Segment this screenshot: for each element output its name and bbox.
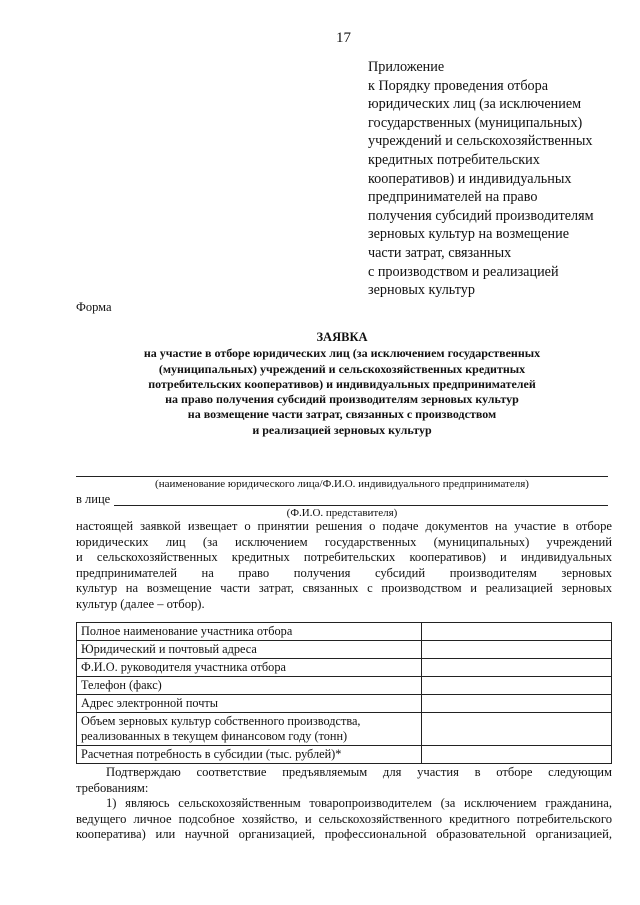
title-main: ЗАЯВКА bbox=[316, 330, 368, 344]
requirements-section bbox=[76, 765, 612, 843]
confirm-line: требованиям: bbox=[76, 780, 149, 795]
representative-name-field[interactable] bbox=[114, 505, 608, 506]
notice-line: предпринимателей на право получения субсидий производителям зерновых bbox=[76, 565, 612, 580]
table-label-cell: Адрес электронной почты bbox=[77, 695, 422, 713]
applicant-name-field[interactable] bbox=[76, 476, 608, 477]
appendix-line: с производством и реализацией bbox=[368, 263, 559, 280]
title-line: и реализацией зерновых культур bbox=[252, 422, 432, 437]
table-value-cell[interactable] bbox=[422, 746, 612, 764]
notice-line: настоящей заявкой извещает о принятии решения о подаче документов на участие в отборе bbox=[76, 519, 612, 533]
appendix-line: учреждений и сельскохозяйственных bbox=[368, 133, 593, 150]
requirement-line: ведущего личное подсобное хозяйство, и сельскохозяйственного кредитного потребительского bbox=[76, 811, 612, 826]
title-line: на участие в отборе юридических лиц (за исключением государственных bbox=[143, 346, 541, 361]
table-label-line: реализованных в текущем финансовом году (тонн) bbox=[81, 729, 348, 743]
table-label-cell: Полное наименование участника отбора bbox=[77, 623, 422, 641]
table-label-cell: Телефон (факс) bbox=[77, 677, 422, 695]
appendix-line: получения субсидий производителям bbox=[368, 207, 594, 224]
table-label-cell: Расчетная потребность в субсидии (тыс. рублей)* bbox=[77, 746, 422, 764]
page-number: 17 bbox=[336, 30, 351, 46]
table-label-cell: Ф.И.О. руководителя участника отбора bbox=[77, 659, 422, 677]
table-value-cell[interactable] bbox=[422, 623, 612, 641]
participant-info-table bbox=[76, 622, 612, 764]
table-value-cell[interactable] bbox=[422, 713, 612, 746]
requirement-line: кооператива) или научной организацией, профессиональной образовательной организацией, bbox=[76, 827, 612, 841]
requirement-line: 1) являюсь сельскохозяйственным товаропроизводителем (за исключением гражданина, bbox=[106, 796, 612, 810]
appendix-line: к Порядку проведения отбора bbox=[368, 77, 549, 94]
table-value-cell[interactable] bbox=[422, 695, 612, 713]
appendix-header bbox=[368, 58, 630, 300]
appendix-line: Приложение bbox=[368, 59, 445, 75]
title-line: (муниципальных) учреждений и сельскохозяйственных кредитных bbox=[158, 361, 526, 376]
appendix-line: кооперативов) и индивидуальных bbox=[368, 170, 572, 187]
form-label: Форма bbox=[76, 300, 112, 314]
representative-label: в лице bbox=[76, 492, 111, 506]
table-row bbox=[77, 677, 612, 695]
appendix-line: зерновых культур на возмещение bbox=[368, 226, 569, 243]
table-row bbox=[77, 641, 612, 659]
table-row bbox=[77, 746, 612, 764]
title-line: потребительских кооперативов) и индивидуальных предпринимателей bbox=[148, 376, 536, 391]
title-line: на возмещение части затрат, связанных с производством bbox=[187, 407, 497, 422]
notice-line: и сельскохозяйственных кредитных потребительских кооперативов) и индивидуальных bbox=[76, 550, 612, 565]
table-label-cell: Юридический и почтовый адреса bbox=[77, 641, 422, 659]
table-row bbox=[77, 623, 612, 641]
appendix-line: предпринимателей на право bbox=[368, 189, 538, 206]
applicant-name-hint: (наименование юридического лица/Ф.И.О. индивидуального предпринимателя) bbox=[155, 478, 529, 490]
table-value-cell[interactable] bbox=[422, 659, 612, 677]
appendix-line: юридических лиц (за исключением bbox=[368, 96, 582, 113]
notice-paragraph bbox=[76, 519, 612, 613]
title-line: на право получения субсидий производителям зерновых культур bbox=[165, 392, 519, 407]
notice-line: культур на возмещение части затрат, связанных с производством и реализацией зерновых bbox=[76, 581, 612, 596]
appendix-line: зерновых культур bbox=[368, 282, 475, 299]
document-title bbox=[70, 330, 614, 438]
appendix-line: государственных (муниципальных) bbox=[368, 114, 583, 131]
table-row bbox=[77, 695, 612, 713]
notice-line: культур (далее – отбор). bbox=[76, 596, 205, 611]
representative-row bbox=[76, 492, 608, 507]
appendix-line: кредитных потребительских bbox=[368, 151, 540, 168]
confirm-line: Подтверждаю соответствие предъявляемым для участия в отборе следующим bbox=[106, 765, 612, 779]
table-value-cell[interactable] bbox=[422, 641, 612, 659]
table-label-cell bbox=[77, 713, 422, 746]
representative-hint: (Ф.И.О. представителя) bbox=[286, 507, 398, 519]
notice-line: юридических лиц (за исключением государственных (муниципальных) учреждений bbox=[76, 534, 612, 549]
appendix-line: части затрат, связанных bbox=[368, 244, 512, 261]
table-label-line: Объем зерновых культур собственного производства, bbox=[81, 714, 361, 728]
table-value-cell[interactable] bbox=[422, 677, 612, 695]
table-row bbox=[77, 713, 612, 746]
table-row bbox=[77, 659, 612, 677]
